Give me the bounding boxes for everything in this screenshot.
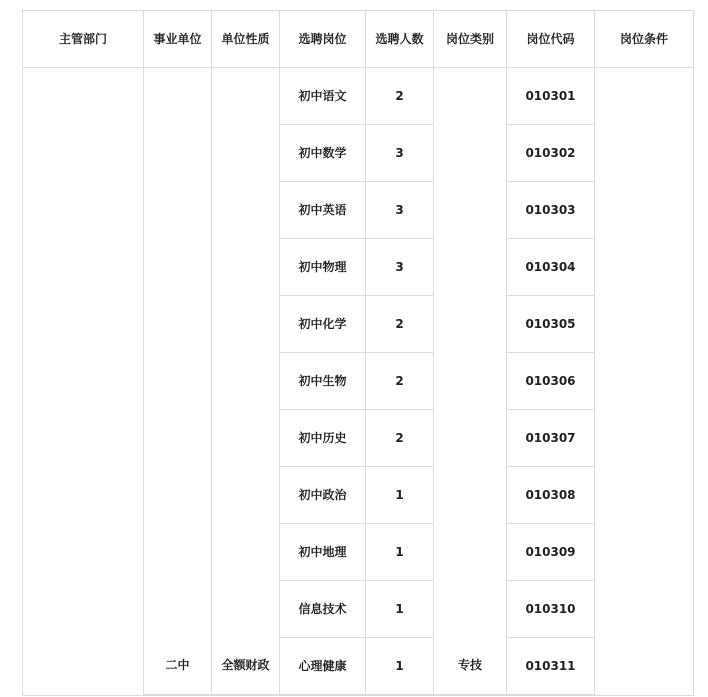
header-count: 选聘人数	[366, 11, 434, 68]
count-cell: 2	[366, 68, 434, 125]
count-cell: 1	[366, 524, 434, 581]
header-row	[23, 11, 694, 68]
table-cell-empty	[212, 695, 280, 696]
position-cell: 初中数学	[280, 125, 366, 182]
post-code-cell: 010306	[507, 353, 595, 410]
department-cell	[23, 68, 144, 696]
count-cell: 2	[366, 353, 434, 410]
post-code-cell: 010307	[507, 410, 595, 467]
header-department: 主管部门	[23, 11, 144, 68]
count-cell: 2	[366, 410, 434, 467]
count-cell: 1	[366, 638, 434, 695]
position-cell: 信息技术	[280, 581, 366, 638]
post-code-cell: 010309	[507, 524, 595, 581]
conditions-cell	[595, 68, 694, 696]
institution-cell: 二中	[144, 68, 212, 695]
post-code-cell: 010301	[507, 68, 595, 125]
table-header	[23, 11, 694, 68]
position-cell: 初中语文	[280, 68, 366, 125]
count-cell: 1	[366, 581, 434, 638]
position-cell: 初中英语	[280, 182, 366, 239]
post-code-cell: 010302	[507, 125, 595, 182]
header-post-category: 岗位类别	[434, 11, 507, 68]
table-cell-empty	[144, 695, 212, 696]
table-cell-empty	[434, 695, 507, 696]
post-code-cell: 010304	[507, 239, 595, 296]
position-cell: 初中地理	[280, 524, 366, 581]
table-row	[23, 68, 694, 125]
position-cell: 初中化学	[280, 296, 366, 353]
table-body	[23, 68, 694, 696]
header-post-code: 岗位代码	[507, 11, 595, 68]
post-code-cell: 010308	[507, 467, 595, 524]
count-cell: 1	[366, 467, 434, 524]
recruitment-table	[22, 10, 694, 696]
post-code-cell: 010310	[507, 581, 595, 638]
position-cell: 初中政治	[280, 467, 366, 524]
table-cell-empty	[366, 695, 434, 696]
position-cell: 心理健康	[280, 638, 366, 695]
post-code-cell: 010305	[507, 296, 595, 353]
position-cell: 初中历史	[280, 410, 366, 467]
post-code-cell: 010303	[507, 182, 595, 239]
header-position: 选聘岗位	[280, 11, 366, 68]
count-cell: 2	[366, 296, 434, 353]
header-conditions: 岗位条件	[595, 11, 694, 68]
count-cell: 3	[366, 239, 434, 296]
table-cell-empty	[507, 695, 595, 696]
position-cell: 初中物理	[280, 239, 366, 296]
table-cell-empty	[280, 695, 366, 696]
header-institution: 事业单位	[144, 11, 212, 68]
unit-nature-cell: 全额财政	[212, 68, 280, 695]
post-category-cell: 专技	[434, 68, 507, 695]
header-unit-nature: 单位性质	[212, 11, 280, 68]
count-cell: 3	[366, 182, 434, 239]
position-cell: 初中生物	[280, 353, 366, 410]
count-cell: 3	[366, 125, 434, 182]
post-code-cell: 010311	[507, 638, 595, 695]
